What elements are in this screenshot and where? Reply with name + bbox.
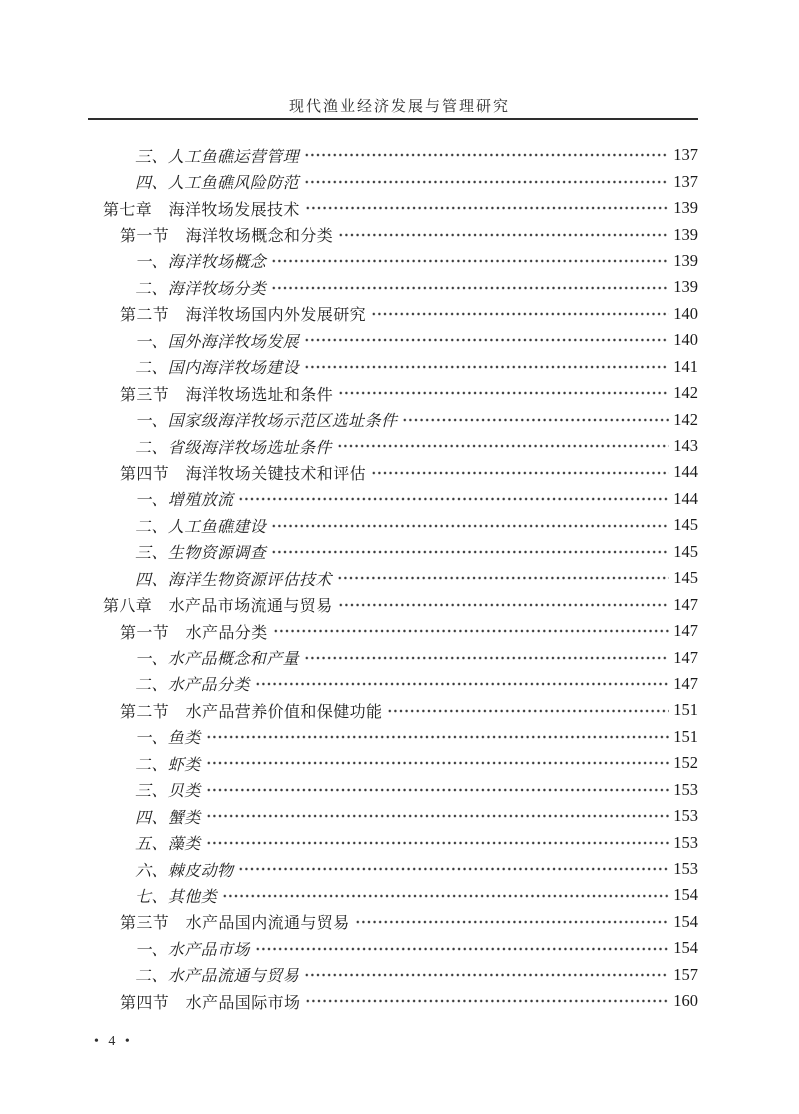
dot-leader xyxy=(238,486,669,512)
toc-entry xyxy=(88,512,698,538)
toc-entry-page: 151 xyxy=(673,700,698,720)
dot-leader xyxy=(255,671,669,697)
toc-entry xyxy=(88,565,698,591)
dot-leader xyxy=(304,142,669,168)
toc-entry-page: 139 xyxy=(673,224,698,244)
dot-leader xyxy=(338,221,669,247)
toc-entry xyxy=(88,724,698,750)
toc-entry-page: 147 xyxy=(673,647,698,667)
toc-entry-page: 153 xyxy=(673,806,698,826)
toc-entry-page: 142 xyxy=(673,383,698,403)
toc-entry-page: 139 xyxy=(673,250,698,270)
toc-entry-label: 二、虾类 xyxy=(135,756,201,774)
toc-entry xyxy=(88,195,698,221)
toc-entry-label: 五、藻类 xyxy=(135,836,201,854)
dot-leader xyxy=(206,777,669,803)
dot-leader xyxy=(271,274,669,300)
toc-entry xyxy=(88,777,698,803)
dot-leader xyxy=(337,565,669,591)
dot-leader xyxy=(305,195,669,221)
toc-entry-label: 第八章 水产品市场流通与贸易 xyxy=(103,598,333,616)
toc-entry-label: 二、海洋牧场分类 xyxy=(135,280,267,298)
toc-entry-page: 157 xyxy=(673,964,698,984)
toc-entry-label: 第二节 海洋牧场国内外发展研究 xyxy=(120,307,367,325)
dot-leader xyxy=(304,168,669,194)
dot-leader xyxy=(206,750,669,776)
toc-entry-page: 147 xyxy=(673,673,698,693)
toc-entry-label: 第二节 水产品营养价值和保健功能 xyxy=(120,703,383,721)
toc-entry xyxy=(88,671,698,697)
toc-entry xyxy=(88,591,698,617)
toc-entry-page: 151 xyxy=(673,726,698,746)
toc-entry xyxy=(88,935,698,961)
toc-entry-page: 145 xyxy=(673,568,698,588)
toc-entry-label: 二、水产品分类 xyxy=(135,677,250,695)
toc-entry-page: 140 xyxy=(673,303,698,323)
dot-leader xyxy=(337,433,669,459)
toc-entry-label: 四、人工鱼礁风险防范 xyxy=(135,175,300,193)
toc-entry xyxy=(88,274,698,300)
dot-leader xyxy=(271,248,669,274)
dot-leader xyxy=(371,301,669,327)
toc-entry-label: 第一节 海洋牧场概念和分类 xyxy=(120,228,334,246)
dot-leader xyxy=(355,909,669,935)
dot-leader xyxy=(304,327,669,353)
toc-entry-page: 147 xyxy=(673,594,698,614)
toc-entry-label: 二、人工鱼礁建设 xyxy=(135,518,267,536)
toc-entry xyxy=(88,459,698,485)
dot-leader xyxy=(387,697,669,723)
running-header-title: 现代渔业经济发展与管理研究 xyxy=(288,99,510,115)
toc-entry xyxy=(88,248,698,274)
toc-entry xyxy=(88,142,698,168)
toc-entry-label: 第四节 海洋牧场关键技术和评估 xyxy=(120,465,367,483)
toc-entry-page: 143 xyxy=(673,436,698,456)
toc-entry-page: 145 xyxy=(673,541,698,561)
toc-list xyxy=(88,142,698,1014)
toc-entry-page: 153 xyxy=(673,832,698,852)
toc-entry-page: 154 xyxy=(673,938,698,958)
toc-entry xyxy=(88,829,698,855)
toc-entry xyxy=(88,539,698,565)
toc-entry-label: 二、国内海洋牧场建设 xyxy=(135,360,300,378)
toc-entry-page: 153 xyxy=(673,859,698,879)
toc-entry xyxy=(88,988,698,1014)
dot-leader xyxy=(255,935,669,961)
dot-leader xyxy=(271,512,669,538)
toc-entry xyxy=(88,803,698,829)
toc-entry xyxy=(88,380,698,406)
toc-entry-page: 137 xyxy=(673,171,698,191)
toc-entry-label: 四、蟹类 xyxy=(135,809,201,827)
toc-entry-page: 142 xyxy=(673,409,698,429)
toc-entry-label: 第三节 海洋牧场选址和条件 xyxy=(120,386,334,404)
toc-entry-page: 144 xyxy=(673,488,698,508)
toc-entry-label: 第一节 水产品分类 xyxy=(120,624,268,642)
toc-entry-page: 153 xyxy=(673,779,698,799)
toc-entry-page: 152 xyxy=(673,753,698,773)
toc-entry-label: 六、棘皮动物 xyxy=(135,862,234,880)
toc-entry-label: 三、人工鱼礁运营管理 xyxy=(135,148,300,166)
dot-leader xyxy=(206,829,669,855)
toc-entry-label: 第三节 水产品国内流通与贸易 xyxy=(120,915,350,933)
toc-entry xyxy=(88,433,698,459)
dot-leader xyxy=(304,644,669,670)
toc-entry xyxy=(88,301,698,327)
header-rule xyxy=(88,118,698,120)
toc-entry-page: 137 xyxy=(673,145,698,165)
toc-entry xyxy=(88,962,698,988)
toc-entry-label: 一、海洋牧场概念 xyxy=(135,254,267,272)
dot-leader xyxy=(304,962,669,988)
toc-entry xyxy=(88,486,698,512)
toc-entry xyxy=(88,168,698,194)
toc-entry xyxy=(88,354,698,380)
toc-entry-page: 141 xyxy=(673,356,698,376)
toc-entry-label: 三、贝类 xyxy=(135,783,201,801)
toc-entry-label: 一、增殖放流 xyxy=(135,492,234,510)
toc-entry-page: 160 xyxy=(673,991,698,1011)
footer-page-number: • 4 • xyxy=(94,1034,133,1049)
toc-entry-label: 第七章 海洋牧场发展技术 xyxy=(103,201,300,219)
toc-entry-label: 二、省级海洋牧场选址条件 xyxy=(135,439,332,457)
dot-leader xyxy=(222,882,669,908)
toc-entry-label: 一、水产品市场 xyxy=(135,941,250,959)
toc-entry xyxy=(88,697,698,723)
toc-entry-page: 144 xyxy=(673,462,698,482)
toc-entry xyxy=(88,618,698,644)
toc-entry-label: 四、海洋生物资源评估技术 xyxy=(135,571,332,589)
dot-leader xyxy=(273,618,669,644)
toc-entry xyxy=(88,750,698,776)
toc-entry-label: 第四节 水产品国际市场 xyxy=(120,994,301,1012)
toc-entry-label: 七、其他类 xyxy=(135,888,218,906)
toc-entry xyxy=(88,221,698,247)
toc-entry-label: 一、国家级海洋牧场示范区选址条件 xyxy=(135,413,398,431)
dot-leader xyxy=(338,380,669,406)
toc-entry-page: 139 xyxy=(673,277,698,297)
dot-leader xyxy=(238,856,669,882)
toc-entry xyxy=(88,327,698,353)
toc-entry-page: 154 xyxy=(673,885,698,905)
toc-entry-page: 154 xyxy=(673,911,698,931)
dot-leader xyxy=(206,724,669,750)
toc-entry xyxy=(88,644,698,670)
dot-leader xyxy=(206,803,669,829)
toc-entry-label: 一、水产品概念和产量 xyxy=(135,651,300,669)
toc-entry-page: 147 xyxy=(673,621,698,641)
dot-leader xyxy=(402,406,669,432)
toc-entry-page: 145 xyxy=(673,515,698,535)
toc-entry-label: 一、国外海洋牧场发展 xyxy=(135,333,300,351)
dot-leader xyxy=(338,591,669,617)
toc-entry-label: 三、生物资源调查 xyxy=(135,545,267,563)
dot-leader xyxy=(271,539,669,565)
dot-leader xyxy=(304,354,669,380)
toc-entry-label: 一、鱼类 xyxy=(135,730,201,748)
toc-entry xyxy=(88,856,698,882)
toc-entry xyxy=(88,909,698,935)
toc-entry-label: 二、水产品流通与贸易 xyxy=(135,968,300,986)
dot-leader xyxy=(371,459,669,485)
toc-entry xyxy=(88,882,698,908)
toc-entry-page: 140 xyxy=(673,330,698,350)
dot-leader xyxy=(305,988,669,1014)
toc-entry xyxy=(88,406,698,432)
toc-entry-page: 139 xyxy=(673,198,698,218)
